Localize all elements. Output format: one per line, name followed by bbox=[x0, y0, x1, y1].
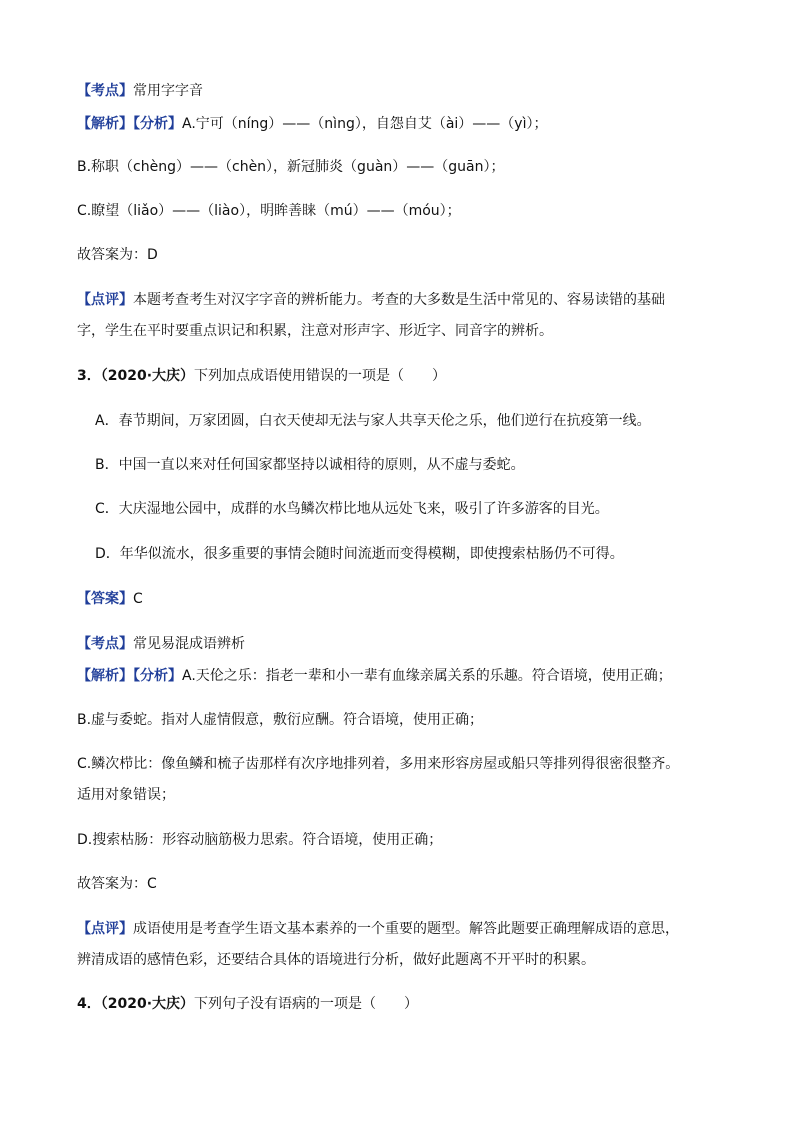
daan-tag: 【答案】 bbox=[77, 591, 133, 607]
kaodian-text: 常见易混成语辨析 bbox=[133, 636, 245, 652]
analysis-line-c-cont: 适用对象错误； bbox=[77, 787, 175, 803]
jiexi-line-3 bbox=[77, 666, 672, 686]
dianping-tag: 【点评】 bbox=[77, 921, 133, 937]
dianping-tag: 【点评】 bbox=[77, 292, 133, 308]
kaodian-line-3 bbox=[77, 634, 245, 654]
question-number: 4． bbox=[77, 996, 101, 1012]
daan-text: C bbox=[133, 591, 143, 607]
analysis-line-b: B.称职（chèng）——（chèn），新冠肺炎（guàn）——（guān）； bbox=[77, 159, 505, 175]
option-b: B．中国一直以来对任何国家都坚持以诚相待的原则，从不虚与委蛇。 bbox=[95, 457, 525, 473]
dianping-text-1: 本题考查考生对汉字字音的辨析能力。考查的大多数是生活中常见的、容易读错的基础 bbox=[133, 292, 665, 308]
question-4-stem bbox=[77, 994, 418, 1014]
analysis-line-c: C.瞭望（liǎo）——（liào），明眸善睐（mú）——（móu）； bbox=[77, 203, 461, 219]
question-stem-text: 下列句子没有语病的一项是（ ） bbox=[194, 996, 419, 1012]
option-a: A．春节期间，万家团圆，白衣天使却无法与家人共享天伦之乐，他们逆行在抗疫第一线。 bbox=[95, 413, 651, 429]
option-c: C．大庆湿地公园中，成群的水鸟鳞次栉比地从远处飞来，吸引了许多游客的目光。 bbox=[95, 501, 609, 517]
analysis-line-c: C.鳞次栉比：像鱼鳞和梳子齿那样有次序地排列着，多用来形容房屋或船只等排列得很密很整齐。 bbox=[77, 756, 680, 772]
question-number: 3． bbox=[77, 368, 101, 384]
dianping-line-1 bbox=[77, 919, 679, 939]
answer-line: 故答案为：C bbox=[77, 876, 157, 892]
jiexi-tag: 【解析】【分析】 bbox=[77, 116, 182, 132]
jiexi-text: A.宁可（níng）——（nìng），自怨自艾（ài）——（yì）； bbox=[182, 116, 548, 132]
kaodian-tag: 【考点】 bbox=[77, 636, 133, 652]
analysis-line-d: D.搜索枯肠：形容动脑筋极力思索。符合语境，使用正确； bbox=[77, 832, 443, 848]
dianping-line-2: 辨清成语的感情色彩，还要结合具体的语境进行分析，做好此题离不开平时的积累。 bbox=[77, 952, 595, 968]
question-source: （2020·大庆） bbox=[100, 996, 195, 1012]
daan-line bbox=[77, 589, 143, 609]
jiexi-tag: 【解析】【分析】 bbox=[77, 668, 182, 684]
dianping-text-1: 成语使用是考查学生语文基本素养的一个重要的题型。解答此题要正确理解成语的意思， bbox=[133, 921, 679, 937]
jiexi-line-1 bbox=[77, 114, 547, 134]
kaodian-line-1 bbox=[77, 81, 203, 101]
option-d: D．年华似流水，很多重要的事情会随时间流逝而变得模糊，即使搜索枯肠仍不可得。 bbox=[95, 546, 624, 562]
jiexi-text: A.天伦之乐：指老一辈和小一辈有血缘亲属关系的乐趣。符合语境，使用正确； bbox=[182, 668, 672, 684]
question-source: （2020·大庆） bbox=[100, 368, 195, 384]
dianping-line-1 bbox=[77, 290, 665, 310]
question-stem-text: 下列加点成语使用错误的一项是（ ） bbox=[194, 368, 447, 384]
question-3-stem bbox=[77, 366, 446, 386]
answer-line: 故答案为：D bbox=[77, 247, 158, 263]
analysis-line-b: B.虚与委蛇。指对人虚情假意，敷衍应酬。符合语境，使用正确； bbox=[77, 712, 484, 728]
kaodian-text: 常用字字音 bbox=[133, 83, 203, 99]
kaodian-tag: 【考点】 bbox=[77, 83, 133, 99]
dianping-line-2: 字，学生在平时要重点识记和积累，注意对形声字、形近字、同音字的辨析。 bbox=[77, 323, 553, 339]
